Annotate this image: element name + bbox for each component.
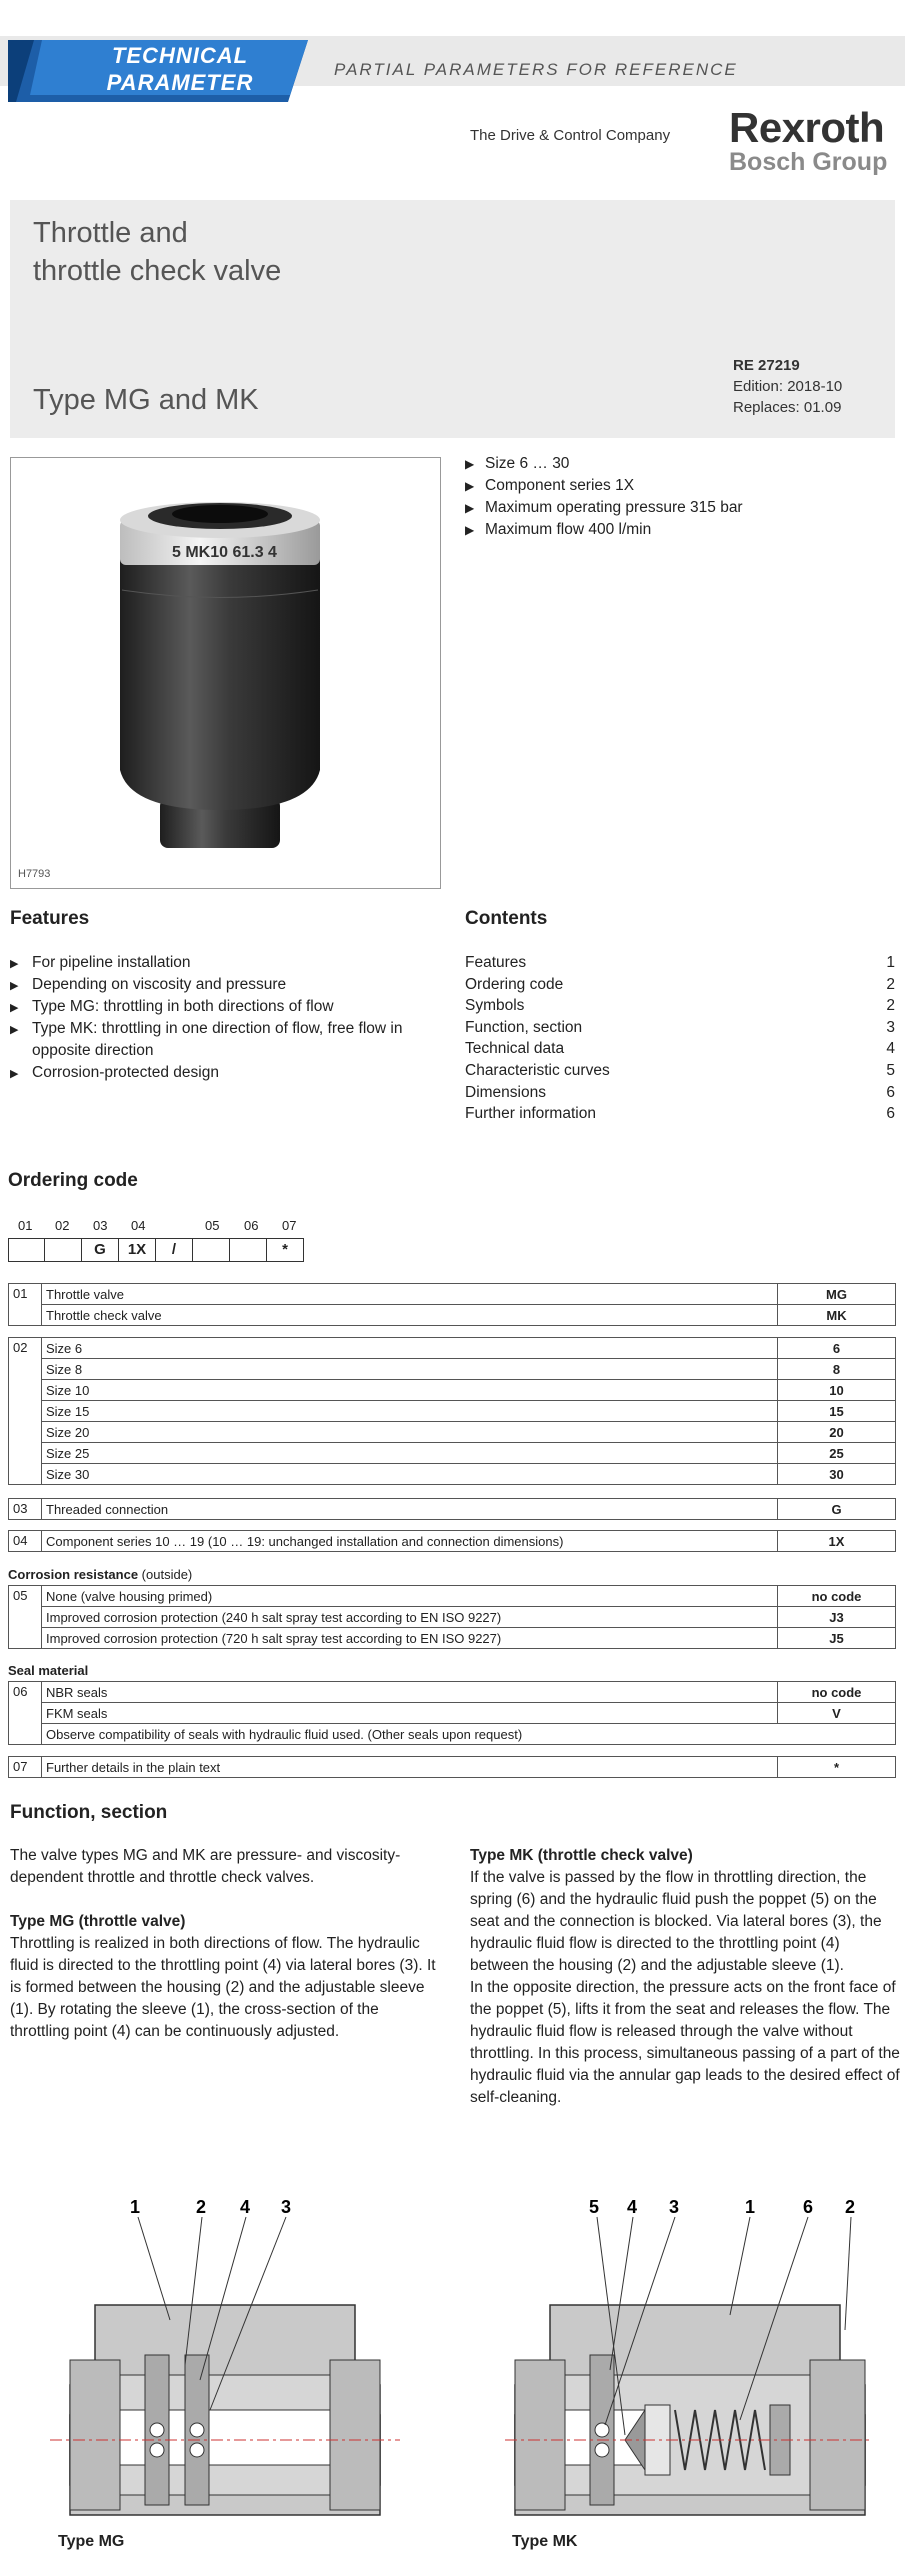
- position-number: 07: [282, 1218, 297, 1233]
- highlight-text: Maximum flow 400 l/min: [485, 521, 652, 538]
- mg-text: Throttling is realized in both directions of flow. The hydraulic fluid is directed to the throttling point (4) via lateral bores (3). It is formed between the housing (2) and the adjustable sleeve (1). By rotating the sleeve (1), the cross-section of the throttling point (4) can be continuously adjusted.: [10, 1935, 436, 2040]
- function-right-column: [470, 1845, 900, 2109]
- option-desc: Further details in the plain text: [42, 1757, 778, 1778]
- corrosion-heading: [8, 1567, 192, 1582]
- option-code: 25: [778, 1443, 896, 1464]
- option-code: 6: [778, 1338, 896, 1359]
- feature-item: ▶ Corrosion-protected design: [10, 1062, 430, 1084]
- mg-section-diagram: [50, 2195, 410, 2535]
- ordering-table-07: [8, 1756, 896, 1778]
- mk-heading: Type MK (throttle check valve): [470, 1847, 693, 1864]
- photo-code: H7793: [18, 868, 51, 880]
- mk-section-diagram: [505, 2195, 875, 2535]
- code-cell: G: [81, 1238, 119, 1262]
- contents-label: Features: [465, 954, 527, 971]
- contents-item[interactable]: [465, 952, 895, 974]
- ordering-table-04: [8, 1530, 896, 1552]
- ordering-table-02: [8, 1337, 896, 1485]
- option-code: MK: [778, 1305, 896, 1326]
- feature-item: ▶ For pipeline installation: [10, 952, 430, 974]
- contents-label: Ordering code: [465, 975, 564, 993]
- contents-label: Symbols: [465, 997, 525, 1015]
- contents-label: Further information: [465, 1105, 596, 1123]
- option-desc: Component series 10 … 19 (10 … 19: unchanged installation and connection dimensions): [42, 1531, 778, 1552]
- highlights-list: [465, 453, 743, 541]
- callout-label: 2: [845, 2197, 856, 2217]
- code-cell: [8, 1238, 45, 1262]
- callout-label: 1: [130, 2197, 141, 2217]
- contents-item[interactable]: [465, 974, 895, 996]
- option-desc: Size 15: [42, 1401, 778, 1422]
- position-number: 02: [55, 1218, 70, 1233]
- option-desc: Improved corrosion protection (240 h salt spray test according to EN ISO 9227): [42, 1607, 778, 1628]
- option-desc: Throttle valve: [42, 1284, 778, 1305]
- feature-item: ▶ Type MG: throttling in both directions of flow: [10, 996, 430, 1018]
- option-code: 10: [778, 1380, 896, 1401]
- highlight-text: Maximum operating pressure 315 bar: [485, 499, 743, 516]
- feature-item: ▶ Type MK: throttling in one direction of flow, free flow in opposite direction: [10, 1018, 430, 1062]
- feature-item: ▶ Depending on viscosity and pressure: [10, 974, 430, 996]
- position-number: 05: [205, 1218, 220, 1233]
- bullet-icon: ▶: [465, 457, 475, 471]
- group-number: 02: [9, 1338, 42, 1485]
- bullet-icon: ▶: [465, 523, 475, 537]
- contents-item[interactable]: [465, 1038, 895, 1060]
- corrosion-heading-text: Corrosion resistance: [8, 1567, 139, 1582]
- group-number: 05: [9, 1586, 42, 1649]
- code-cell: /: [155, 1238, 193, 1262]
- group-number: 04: [9, 1531, 42, 1552]
- seal-heading: Seal material: [8, 1663, 89, 1678]
- contents-page: 3: [886, 1018, 895, 1036]
- ordering-code-grid: [8, 1238, 310, 1262]
- contents-heading: Contents: [465, 908, 548, 929]
- title-line-1: Throttle and: [33, 217, 188, 249]
- option-desc: Threaded connection: [42, 1499, 778, 1520]
- edition: Edition: 2018-10: [733, 378, 843, 395]
- contents-label: Characteristic curves: [465, 1061, 610, 1079]
- callout-label: 3: [281, 2197, 292, 2217]
- bullet-icon: ▶: [465, 479, 475, 493]
- option-code: MG: [778, 1284, 896, 1305]
- banner-badge-text: [60, 42, 300, 96]
- contents-item[interactable]: [465, 1103, 895, 1125]
- highlight-item: [465, 475, 743, 497]
- position-number: 01: [18, 1218, 33, 1233]
- contents-page: 2: [886, 975, 895, 993]
- callout-label: 3: [669, 2197, 680, 2217]
- option-desc: Improved corrosion protection (720 h salt spray test according to EN ISO 9227): [42, 1628, 778, 1649]
- option-desc: Size 25: [42, 1443, 778, 1464]
- option-code: 30: [778, 1464, 896, 1485]
- group-number: 03: [9, 1499, 42, 1520]
- callout-label: 4: [627, 2197, 638, 2217]
- seal-note: Observe compatibility of seals with hydraulic fluid used. (Other seals upon request): [42, 1724, 896, 1745]
- contents-page: 1: [886, 954, 895, 971]
- contents-list: [465, 952, 895, 1125]
- code-cell: [229, 1238, 267, 1262]
- ordering-positions: [8, 1218, 308, 1234]
- option-code: G: [778, 1499, 896, 1520]
- option-code: 1X: [778, 1531, 896, 1552]
- brand-logo-name: Rexroth: [729, 104, 885, 151]
- option-desc: FKM seals: [42, 1703, 778, 1724]
- contents-item[interactable]: [465, 995, 895, 1017]
- option-desc: Size 20: [42, 1422, 778, 1443]
- option-code: 15: [778, 1401, 896, 1422]
- code-cell: *: [266, 1238, 304, 1262]
- bullet-icon: ▶: [465, 501, 475, 515]
- option-code: V: [778, 1703, 896, 1724]
- features-list: [10, 952, 430, 1084]
- group-number: 06: [9, 1682, 42, 1745]
- group-number: 07: [9, 1757, 42, 1778]
- re-number: RE 27219: [733, 357, 800, 374]
- contents-page: 4: [886, 1040, 895, 1058]
- code-cell: [192, 1238, 230, 1262]
- highlight-item: [465, 519, 743, 541]
- option-desc: None (valve housing primed): [42, 1586, 778, 1607]
- code-cell: [44, 1238, 82, 1262]
- contents-page: 6: [886, 1083, 895, 1101]
- contents-page: 2: [886, 997, 895, 1015]
- code-cell: 1X: [118, 1238, 156, 1262]
- ordering-table-03: [8, 1498, 896, 1520]
- position-number: 06: [244, 1218, 259, 1233]
- replaces: Replaces: 01.09: [733, 399, 842, 416]
- mg-caption: Type MG: [58, 2533, 125, 2550]
- option-desc: Size 10: [42, 1380, 778, 1401]
- option-code: no code: [778, 1586, 896, 1607]
- option-code: 8: [778, 1359, 896, 1380]
- position-number: 04: [131, 1218, 146, 1233]
- function-intro: The valve types MG and MK are pressure- and viscosity-dependent throttle and throttle check valves.: [10, 1847, 401, 1886]
- ordering-table-06: [8, 1681, 896, 1745]
- contents-label: Function, section: [465, 1018, 583, 1036]
- ordering-table-01: [8, 1283, 896, 1326]
- callout-label: 4: [240, 2197, 251, 2217]
- features-heading: Features: [10, 908, 90, 929]
- document-type: Type MG and MK: [33, 384, 259, 416]
- function-heading: Function, section: [10, 1802, 168, 1823]
- contents-item[interactable]: [465, 1060, 895, 1082]
- callout-label: 5: [589, 2197, 600, 2217]
- mk-caption: Type MK: [512, 2533, 578, 2550]
- banner-line-2: PARAMETER: [106, 70, 254, 95]
- banner-line-1: TECHNICAL: [111, 43, 249, 68]
- option-code: no code: [778, 1682, 896, 1703]
- valve-photo: [110, 480, 350, 870]
- option-code: 20: [778, 1422, 896, 1443]
- option-code: J3: [778, 1607, 896, 1628]
- highlight-item: [465, 453, 743, 475]
- position-number: 03: [93, 1218, 108, 1233]
- callout-label: 6: [803, 2197, 814, 2217]
- option-desc: Size 30: [42, 1464, 778, 1485]
- mk-text-1: If the valve is passed by the flow in throttling direction, the spring (6) and the hydraulic fluid push the poppet (5) on the seat and the connection is blocked. Via lateral bores (3), the hydraulic fluid flow is directed to the throttling point (4) between the housing (2) and the adjustable sleeve (1).: [470, 1869, 882, 1974]
- callout-label: 2: [196, 2197, 207, 2217]
- contents-item[interactable]: [465, 1082, 895, 1104]
- mk-text-2: In the opposite direction, the pressure acts on the front face of the poppet (5), lifts it from the seat and releases the flow. The hydraulic fluid flow is released through the valve without throttling. In this process, simultaneous passing of a part of the hydraulic fluid via the annular gap leads to the desired effect of self-cleaning.: [470, 1979, 900, 2106]
- option-desc: Size 8: [42, 1359, 778, 1380]
- group-number: 01: [9, 1284, 42, 1326]
- contents-page: 5: [886, 1061, 895, 1079]
- mg-heading: Type MG (throttle valve): [10, 1913, 186, 1930]
- option-desc: NBR seals: [42, 1682, 778, 1703]
- contents-item[interactable]: [465, 1017, 895, 1039]
- highlight-item: [465, 497, 743, 519]
- contents-page: 6: [886, 1105, 895, 1123]
- contents-label: Technical data: [465, 1040, 565, 1058]
- ring-marking: 5 MK10 61.3 4: [172, 544, 277, 561]
- function-left-column: [10, 1845, 440, 2043]
- brand-logo-sub: Bosch Group: [729, 148, 888, 176]
- highlight-text: Size 6 … 30: [485, 455, 570, 472]
- contents-label: Dimensions: [465, 1083, 546, 1101]
- title-line-2: throttle check valve: [33, 255, 282, 287]
- ordering-table-05: [8, 1585, 896, 1649]
- document-title: [33, 214, 281, 290]
- option-code: J5: [778, 1628, 896, 1649]
- corrosion-heading-sub: (outside): [141, 1567, 193, 1582]
- option-desc: Throttle check valve: [42, 1305, 778, 1326]
- document-meta: [733, 355, 842, 418]
- option-code: *: [778, 1757, 896, 1778]
- brand-tagline: The Drive & Control Company: [470, 127, 671, 144]
- callout-label: 1: [745, 2197, 756, 2217]
- highlight-text: Component series 1X: [485, 477, 635, 494]
- option-desc: Size 6: [42, 1338, 778, 1359]
- ordering-heading: Ordering code: [8, 1170, 138, 1191]
- banner-subtitle: PARTIAL PARAMETERS FOR REFERENCE: [334, 60, 738, 79]
